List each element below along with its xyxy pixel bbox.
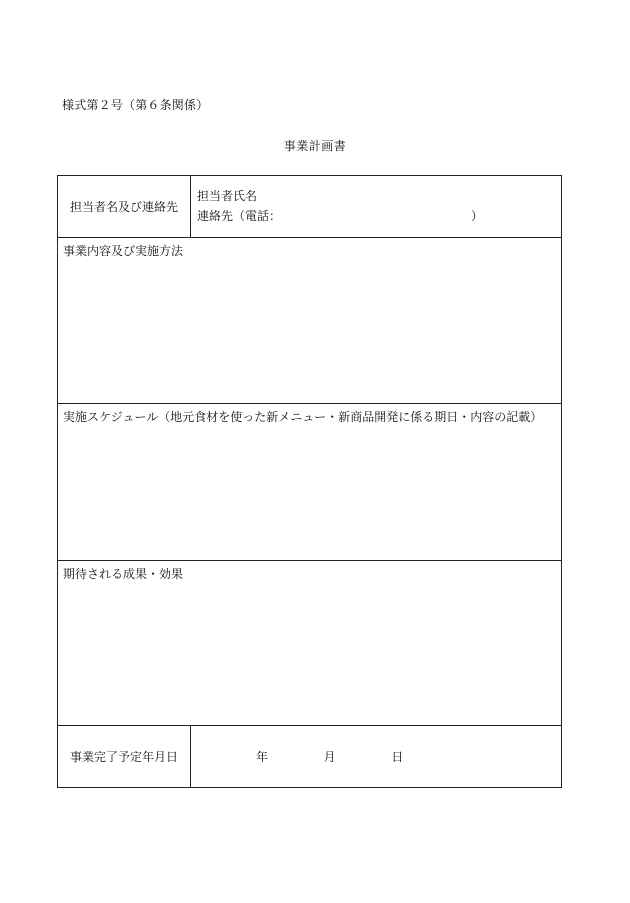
phone-prefix: 連絡先（電話： [197,209,282,223]
completion-date-label: 事業完了予定年月日 [58,726,191,788]
expected-results-label: 期待される成果・効果 [63,567,184,581]
business-content-row [58,238,562,404]
person-name-line: 担当者氏名 [197,189,258,203]
business-plan-table [57,175,562,788]
expected-results-field[interactable] [58,561,562,726]
phone-number-blank[interactable] [281,206,471,226]
phone-line [197,206,561,226]
schedule-label: 実施スケジュール（地元食材を使った新メニュー・新商品開発に係る期日・内容の記載） [63,410,543,424]
phone-suffix: ） [471,209,484,223]
contact-field[interactable] [191,176,562,238]
business-content-label: 事業内容及び実施方法 [63,244,184,258]
day-label: 日 [391,750,404,764]
form-number-label: 様式第２号（第６条関係） [62,98,209,112]
year-label: 年 [256,750,269,764]
expected-results-row [58,561,562,726]
completion-date-field[interactable] [191,726,562,788]
completion-date-row [58,726,562,788]
month-label: 月 [323,750,336,764]
contact-row [58,176,562,238]
contact-label: 担当者名及び連絡先 [58,176,191,238]
schedule-field[interactable] [58,404,562,561]
business-content-field[interactable] [58,238,562,404]
schedule-row [58,404,562,561]
document-title: 事業計画書 [283,139,347,153]
